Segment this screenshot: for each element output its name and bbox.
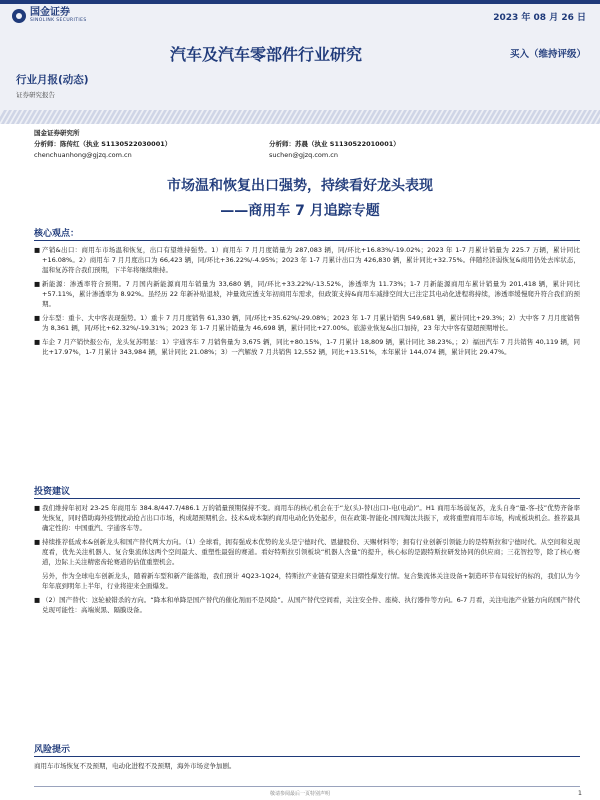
list-item bbox=[34, 595, 580, 615]
bullet-text: 车企 7 月产销快报公布，龙头复苏明显：1）宇通客车 7 月销售量为 3,675 辆，同比+80.15%，1-7 月累计 18,809 辆，累计同比 38.23%。；2）福田汽车 7 月共销售 40,119 辆，同比+17.97%，1-7 月累计 343,984 辆，累计同比 21.08%；3）一汽解放 7 月共销售 12,552 辆，同比+13.51%，本年累计 144,074 辆，累计同比 29.47%。 bbox=[42, 338, 580, 356]
analyst-2: 分析师：苏晨（执业 S1130522010001） bbox=[269, 140, 400, 148]
logo-text: 国金证券 bbox=[30, 7, 70, 18]
rating-badge: 买入（维持评级） bbox=[509, 49, 586, 60]
bullet-text: 我们维持年初对 23-25 年商用车 384.8/447.7/486.1 万的销量预期保持不变。商用车的核心机会在于“龙(头)-替(出口)-电(电动)”。H1 商用车场弱复苏，龙头自身“量-客-技”优势齐备率先恢复，同时借助海外疫情扰动抢占出口市场，构成超预期机会。技术&成本制约商用电动化仍处起步，但在政策-智能化-国四淘汰共振下，或将重塑商用车市场，构成板块机会。推荐最具确定性的：中国重汽、宇通客车等。 bbox=[42, 504, 580, 532]
section-heading: 核心观点： bbox=[34, 226, 580, 241]
section-heading: 投资建议 bbox=[34, 484, 580, 499]
section-heading: 风险提示 bbox=[34, 742, 580, 757]
analyst-1: 分析师：陈传红（执业 S1130522030001） bbox=[34, 140, 172, 148]
list-item bbox=[34, 503, 580, 533]
risk-section bbox=[34, 742, 580, 771]
industry-title: 汽车及汽车零部件行业研究 bbox=[170, 45, 363, 64]
bullet-text: 持续推荐低成本&创新龙头和国产替代两大方向。（1）全球看，拥有强成本优势的龙头是宁德时代、恩捷股份、天赐材料等；拥有行业创新引领能力的是特斯拉和宁德时代。从空间和兑现度看，优先关注机器人、复合集流体这两个空间最大、重塑性最强的赛道。看好特斯拉引领板块“机器人含量”的提升，核心标的是跟特斯拉研发协同的供应商；三花智控等，除了核心赛道，边际上关注精密齿轮赛道的估值重塑机会。 bbox=[42, 538, 580, 566]
analyst-1-email[interactable]: chenchuanhong@gjzq.com.cn bbox=[34, 151, 132, 159]
bullet-square-icon: ■ bbox=[34, 504, 41, 512]
list-item bbox=[34, 337, 580, 357]
bullet-square-icon: ■ bbox=[34, 280, 41, 288]
report-sub-title: ——商用车 7 月追踪专题 bbox=[220, 203, 380, 219]
bullet-square-icon: ■ bbox=[34, 246, 41, 254]
list-item bbox=[34, 537, 580, 567]
list-item bbox=[34, 279, 580, 309]
list-item bbox=[34, 245, 580, 275]
report-date: 2023 年 08 月 26 日 bbox=[493, 13, 586, 23]
report-type: 行业月报(动态) bbox=[16, 74, 89, 86]
bullet-square-icon: ■ bbox=[34, 596, 41, 604]
bullet-text: 新能源：渗透率符合预期。7 月国内新能源商用车销量为 33,680 辆，同/环比+33.22%/-13.52%，渗透率为 11.73%；1-7 月新能源商用车累计销量为 201,418 辆，累计同比+57.11%，累计渗透率为 8.92%。虽经历 22 年新补贴退坡，冲量效应透支年初商用车需求，但政策支持&商用车减排空间大已注定其电动化进程将持续，渗透率缓慢爬升符合我们的预期。 bbox=[42, 280, 580, 308]
footer-divider bbox=[34, 786, 580, 787]
bullet-square-icon: ■ bbox=[34, 538, 41, 546]
research-org: 国金证券研究所 bbox=[34, 129, 80, 137]
paragraph: 另外，作为全球电车创新龙头，随着新车型和新产能落地，我们预计 4Q23-1Q24，特斯拉产业链有望迎来目熠性爆发行情。复合集流体关注设备+制造环节布局较好的标的，我们认为今年年底到明年上半年，行业将迎来全面爆发。 bbox=[42, 572, 580, 590]
header-top-stripe bbox=[0, 0, 600, 4]
bullet-square-icon: ■ bbox=[34, 338, 41, 346]
logo-mark-icon bbox=[12, 9, 26, 23]
bullet-text: 产销&出口：商用车市场温和恢复，出口有望维持强势。1）商用车 7 月月度销量为 287,083 辆，同/环比+16.83%/-19.02%；2023 年 1-7 月累计销量为 225.7 万辆，累计同比+16.08%。2）商用车 7 月月度出口为 66,423 辆，同/环比+36.22%/-4.95%；2023 年 1-7 月累计出口为 426,830 辆，累计同比+32.75%。伴随经济弱恢复&商用仍处去库状态，温和复苏符合我们预期，下半年将继续维持。 bbox=[42, 246, 580, 274]
investment-advice-section bbox=[34, 484, 580, 619]
analyst-block bbox=[34, 128, 574, 161]
core-views-section bbox=[34, 226, 580, 361]
brand-logo bbox=[12, 8, 87, 24]
bullet-square-icon: ■ bbox=[34, 314, 41, 322]
report-main-title: 市场温和恢复出口强势，持续看好龙头表现 bbox=[167, 178, 433, 194]
footer-disclaimer: 敬请参阅最后一页特别声明 bbox=[269, 791, 330, 797]
email-row bbox=[34, 150, 574, 161]
analyst-row bbox=[34, 139, 574, 150]
logo-subtext: SINOLINK SECURITIES bbox=[30, 18, 87, 23]
report-category: 证券研究报告 bbox=[16, 91, 55, 99]
bullet-text: 分车型：重卡、大中客表现强势。1）重卡 7 月月度销售 61,330 辆，同/环比+35.62%/-29.08%；2023 年 1-7 月累计销售 549,681 辆，累计同比+29.3%；2）大中客 7 月月度销售为 8,361 辆，同/环比+62.32%/-19.31%；2023 年 1-7 月累计销量为 46,698 辆，累计同比+27.00%。旅游业恢复&出口加持，23 年大中客有望超预期增长。 bbox=[42, 314, 580, 332]
header-diagonal-pattern bbox=[0, 110, 600, 124]
analyst-2-email[interactable]: suchen@gjzq.com.cn bbox=[269, 151, 338, 159]
list-item bbox=[34, 313, 580, 333]
bullet-text: （2）国产替代：这轮被错杀的方向。“降本和单降是国产替代的催化剂而不是风险”。从国产替代空间看，关注安全件、座椅、执行器件等方向。6-7 月看，关注电池产业链方向的国产替代兑现可能性：高端炭黑、隔膜设备。 bbox=[42, 596, 580, 614]
risk-text: 商用车市场恢复不及预期，电动化进程不及预期，海外市场竞争加剧。 bbox=[34, 762, 236, 770]
page-number: 1 bbox=[577, 789, 582, 797]
